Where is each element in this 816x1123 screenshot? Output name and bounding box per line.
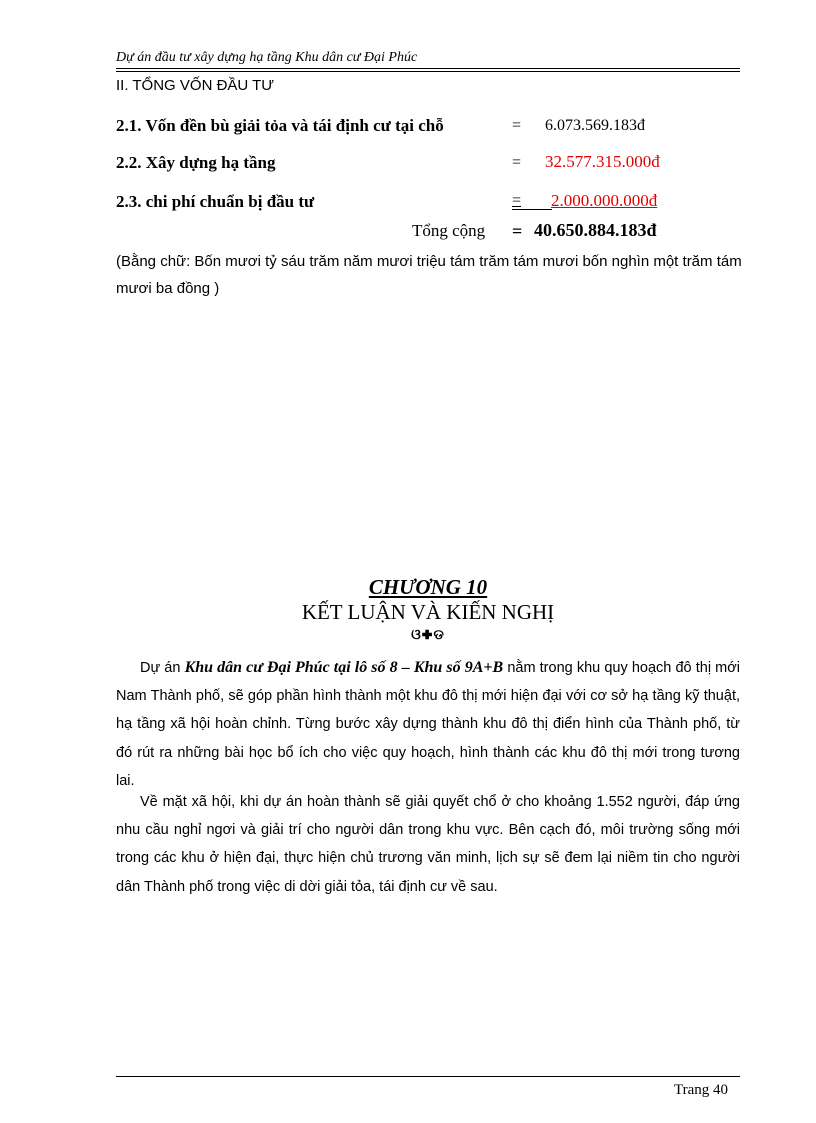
cost-item-amount: 32.577.315.000đ xyxy=(545,152,660,171)
footer-rule xyxy=(116,1076,740,1077)
paragraph-conclusion-1 xyxy=(116,654,740,795)
header-rule xyxy=(116,68,740,69)
cost-item-equals: = xyxy=(512,154,522,171)
cost-item-equals: = xyxy=(512,192,522,209)
page-number: Trang 40 xyxy=(674,1082,729,1098)
paragraph-text: Dự án xyxy=(140,660,185,676)
chapter-number: CHƯƠNG 10 xyxy=(368,575,488,599)
total-label: Tổng cộng xyxy=(412,221,486,240)
chapter-title: KẾT LUẬN VÀ KIẾN NGHỊ xyxy=(301,600,555,624)
page-header: Dự án đầu tư xây dựng hạ tầng Khu dân cư Đại Phúc xyxy=(116,50,418,65)
amount-in-words: (Bằng chữ: Bốn mươi tỷ sáu trăm năm mươi triệu tám trăm tám mươi bốn nghìn một trăm tám mươi ba đồng ) xyxy=(116,253,742,297)
section-title: II. TỔNG VỐN ĐẦU TƯ xyxy=(116,77,275,94)
total-equals: = xyxy=(512,221,523,241)
paragraph-conclusion-2: Về mặt xã hội, khi dự án hoàn thành sẽ giải quyết chổ ở cho khoảng 1.552 người, đáp ứng nhu cầu nghỉ ngơi và giải trí cho người dân trong khu vực. Bên cạch đó, môi trường sống mới trong các khu ở hiện đại, thực hiện chủ trương văn minh, lịch sự sẽ đem lại niềm tin cho người dân Thành phố trong việc di dời giải tỏa, tái định cư về sau. xyxy=(116,794,740,895)
cost-item-amount: 2.000.000.000đ xyxy=(551,191,658,210)
underline-rule xyxy=(512,209,552,210)
paragraph-text: nằm trong khu quy hoạch đô thị mới Nam Thành phố, sẽ góp phần hình thành một khu đô thị mới hiện đại với cơ sở hạ tầng kỹ thuật, hạ tầng xã hội hoàn chỉnh. Từng bước xây dựng thành khu đô thị điển hình của Thành phố, từ đó rút ra những bài học bổ ích cho việc quy hoạch, hình thành các khu đô thị mới trong tương lai. xyxy=(116,660,740,789)
cost-item-label: 2.1. Vốn đền bù giải tỏa và tái định cư tại chỗ xyxy=(116,116,444,135)
cost-item-label: 2.2. Xây dựng hạ tầng xyxy=(116,153,276,172)
cost-item-label: 2.3. chi phí chuẩn bị đầu tư xyxy=(116,192,315,211)
cost-item-amount: 6.073.569.183đ xyxy=(545,117,645,134)
cost-item-equals: = xyxy=(512,117,522,134)
ornament-icon: ଓ✚ଡ xyxy=(411,628,445,643)
header-rule-thin xyxy=(116,71,740,72)
project-name: Khu dân cư Đại Phúc tại lô số 8 – Khu số 9A+B xyxy=(184,659,504,676)
total-amount: 40.650.884.183đ xyxy=(534,220,657,240)
